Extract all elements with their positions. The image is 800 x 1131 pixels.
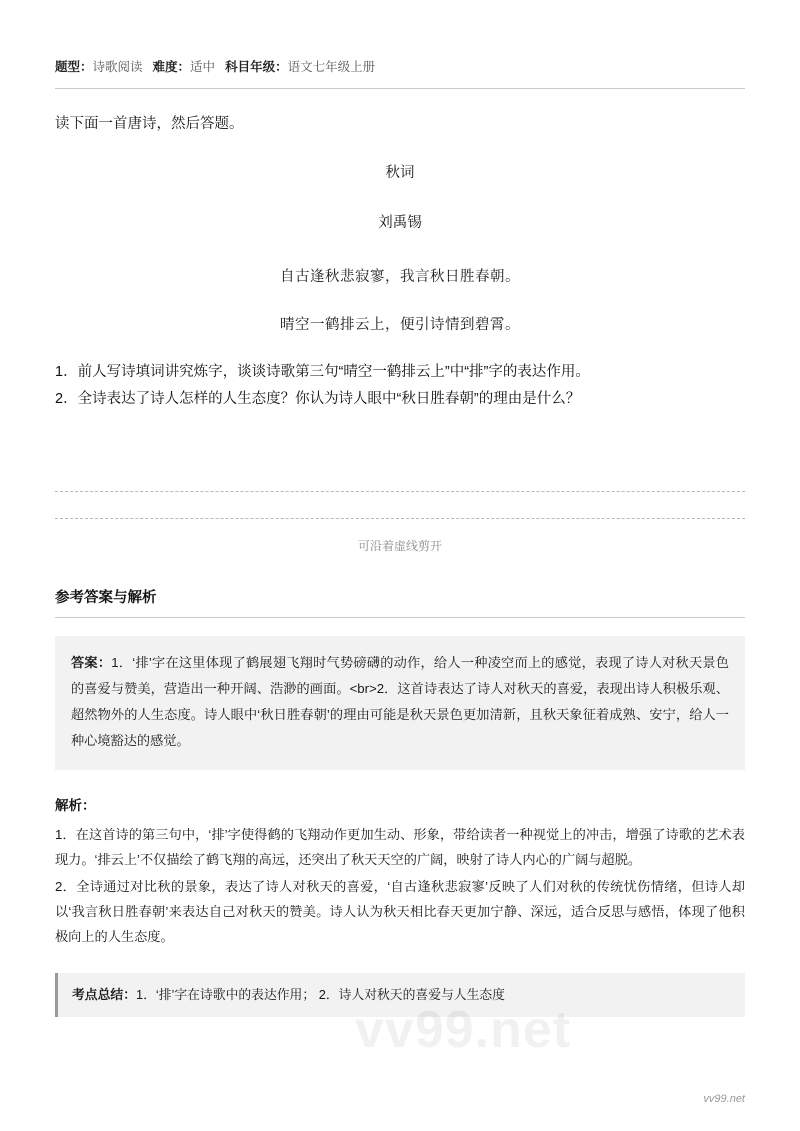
dashed-line-bottom [55, 518, 745, 519]
analysis-paragraph-1: 1．在这首诗的第三句中，‘排’字使得鹤的飞翔动作更加生动、形象，带给读者一种视觉上的冲击，增强了诗歌的艺术表现力。‘排云上’不仅描绘了鹤飞翔的高远，还突出了秋天天空的广阔，映射了诗人内心的广阔与超脱。 [55, 827, 745, 867]
analysis-paragraph-2: 2．全诗通过对比秋的景象，表达了诗人对秋天的喜爱，‘自古逢秋悲寂寥’反映了人们对秋的传统忧伤情绪，但诗人却以‘我言秋日胜春朝’来表达自己对秋天的赞美。诗人认为秋天相比春天更加宁静、深远，适合反思与感悟，体现了他积极向上的人生态度。 [55, 879, 745, 944]
poem-author: 刘禹锡 [378, 215, 422, 231]
summary-box [55, 973, 745, 1017]
poem-title: 秋词 [385, 165, 415, 181]
cut-zone [55, 491, 745, 554]
poem-line-2: 晴空一鹤排云上，便引诗情到碧霄。 [280, 317, 520, 333]
cut-line-label: 可沿着虚线剪开 [357, 539, 442, 553]
answer-box [55, 636, 745, 770]
answer-section-title: 参考答案与解析 [55, 590, 157, 606]
analysis-body [55, 822, 745, 949]
summary-text: 1．‘排’字在诗歌中的表达作用； 2．诗人对秋天的喜爱与人生态度 [135, 987, 505, 1002]
answer-text: 1．‘排’字在这里体现了鹤展翅飞翔时气势磅礴的动作，给人一种凌空而上的感觉，表现了诗人对秋天景色的喜爱与赞美，营造出一种开阔、浩渺的画面。<br>2．这首诗表达了诗人对秋天的喜爱，表现出诗人积极乐观、超然物外的人生态度。诗人眼中‘秋日胜春朝’的理由可能是秋天景色更加清新，且秋天象征着成熟、安宁，给人一种心境豁达的感觉。 [71, 655, 729, 748]
poem-block [55, 159, 745, 339]
question-item-1: 1．前人写诗填词讲究炼字，谈谈诗歌第三句“晴空一鹤排云上”中“排”字的表达作用。 [55, 364, 590, 380]
watermark-large: vv99.net [355, 1001, 572, 1059]
meta-subject-value: 语文七年级上册 [287, 60, 376, 74]
document-meta-row [55, 0, 745, 76]
analysis-label: 解析： [55, 798, 96, 813]
question-list [55, 359, 745, 413]
question-item-2: 2．全诗表达了诗人怎样的人生态度？你认为诗人眼中“秋日胜春朝”的理由是什么？ [55, 391, 581, 407]
header-divider [55, 88, 745, 89]
summary-label: 考点总结： [72, 987, 136, 1002]
answer-label: 答案： [71, 655, 112, 670]
meta-type-label: 题型： [55, 60, 93, 74]
meta-difficulty-label: 难度： [152, 60, 191, 74]
meta-subject-label: 科目年级： [225, 60, 288, 74]
meta-difficulty-value: 适中 [190, 60, 216, 74]
poem-line-1: 自古逢秋悲寂寥，我言秋日胜春朝。 [280, 269, 520, 285]
meta-type-value: 诗歌阅读 [92, 60, 143, 74]
answer-section-divider [55, 617, 745, 618]
watermark-footer: vv99.net [703, 1093, 745, 1105]
dashed-line-top [55, 491, 745, 492]
question-prompt: 读下面一首唐诗，然后答题。 [55, 116, 244, 132]
